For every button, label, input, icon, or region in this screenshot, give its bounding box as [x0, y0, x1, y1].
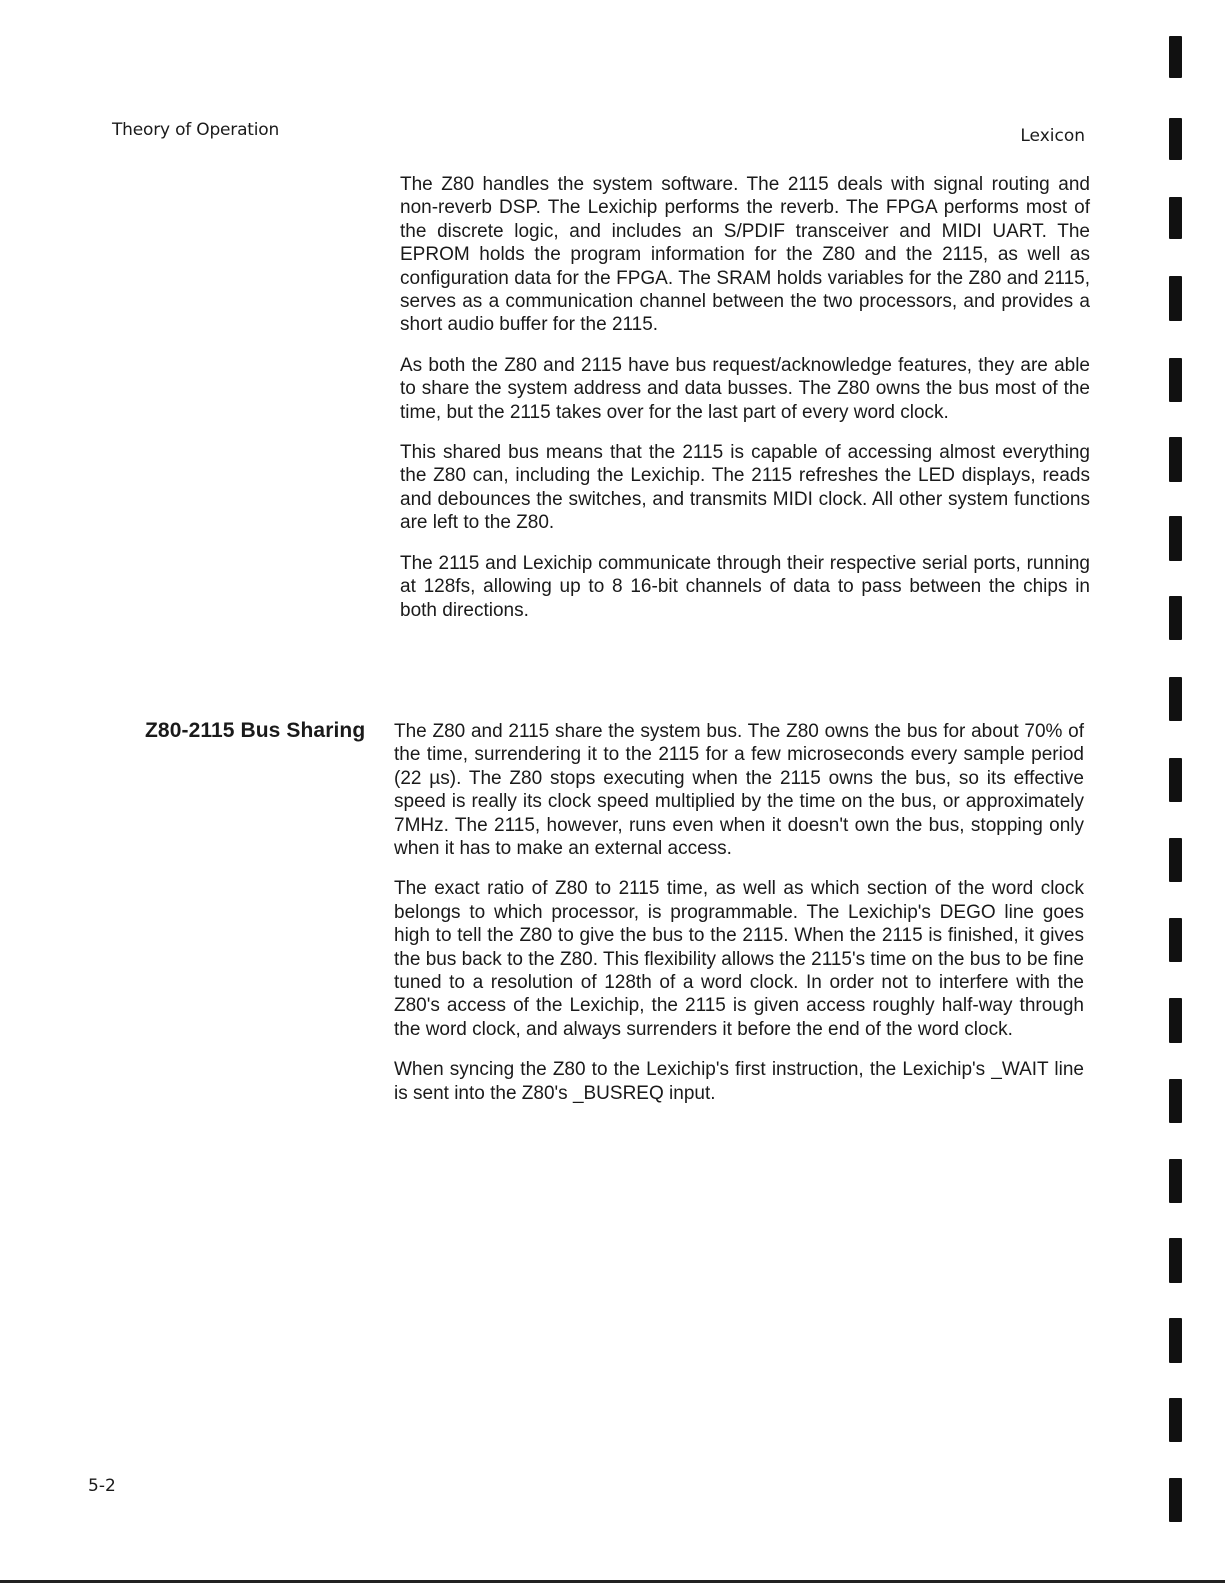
binding-mark	[1169, 358, 1182, 402]
binding-mark	[1169, 197, 1182, 239]
binding-mark	[1169, 677, 1182, 721]
binding-mark	[1169, 998, 1182, 1043]
binding-mark	[1169, 838, 1182, 882]
section-heading-bus-sharing: Z80-2115 Bus Sharing	[145, 719, 366, 742]
binding-mark	[1169, 596, 1182, 640]
intro-text-block	[400, 173, 1090, 639]
binding-mark	[1169, 758, 1182, 802]
intro-paragraph: This shared bus means that the 2115 is capable of accessing almost everything the Z80 can, including the Lexichip. The 2115 refreshes the LED displays, reads and debounces the switches, and transmits MIDI clock. All other system functions are left to the Z80.	[400, 442, 1090, 534]
binding-mark	[1169, 1398, 1182, 1442]
binding-mark	[1169, 276, 1182, 321]
binding-mark	[1169, 36, 1182, 78]
binding-mark	[1169, 1238, 1182, 1283]
binding-mark	[1169, 1079, 1182, 1123]
binding-hole-marks	[1165, 0, 1189, 1583]
binding-mark	[1169, 516, 1182, 561]
binding-mark	[1169, 118, 1182, 160]
running-header-section: Theory of Operation	[112, 120, 280, 140]
binding-mark	[1169, 1159, 1182, 1203]
binding-mark	[1169, 918, 1182, 962]
binding-mark	[1169, 1318, 1182, 1363]
bus-sharing-paragraph: The exact ratio of Z80 to 2115 time, as well as which section of the word clock belongs to which processor, is programmable. The Lexichip's DEGO line goes high to tell the Z80 to give the bus to the 2115. When the 2115 is finished, it gives the bus back to the Z80. This flexibility allows the 2115's time on the bus to be fine tuned to a resolution of 128th of a word clock. In order not to interfere with the Z80's access of the Lexichip, the 2115 is given access roughly half-way through the word clock, and always surrenders it before the end of the word clock.	[394, 878, 1084, 1040]
bus-sharing-paragraph: When syncing the Z80 to the Lexichip's first instruction, the Lexichip's _WAIT line is sent into the Z80's _BUSREQ input.	[394, 1059, 1084, 1104]
running-header-brand: Lexicon	[1020, 126, 1085, 146]
intro-paragraph: The Z80 handles the system software. The 2115 deals with signal routing and non-reverb DSP. The Lexichip performs the reverb. The FPGA performs most of the discrete logic, and includes an S/PDIF transceiver and MIDI UART. The EPROM holds the program information for the Z80 and the 2115, as well as configuration data for the FPGA. The SRAM holds variables for the Z80 and 2115, serves as a communication channel between the two processors, and provides a short audio buffer for the 2115.	[400, 174, 1090, 336]
bus-sharing-paragraph: The Z80 and 2115 share the system bus. The Z80 owns the bus for about 70% of the time, surrendering it to the 2115 for a few microseconds every sample period (22 µs). The Z80 stops executing when the 2115 owns the bus, so its effective speed is really its clock speed multiplied by the time on the bus, or approximately 7MHz. The 2115, however, runs even when it doesn't own the bus, stopping only when it has to make an external access.	[394, 721, 1084, 860]
page-number: 5-2	[88, 1476, 116, 1496]
bus-sharing-text-block	[394, 720, 1084, 1122]
intro-paragraph: As both the Z80 and 2115 have bus request/acknowledge features, they are able to share the system address and data busses. The Z80 owns the bus most of the time, but the 2115 takes over for the last part of every word clock.	[400, 354, 1090, 423]
binding-mark	[1169, 1478, 1182, 1522]
binding-mark	[1169, 437, 1182, 482]
intro-paragraph: The 2115 and Lexichip communicate through their respective serial ports, running at 128fs, allowing up to 8 16-bit channels of data to pass between the chips in both directions.	[400, 552, 1090, 621]
